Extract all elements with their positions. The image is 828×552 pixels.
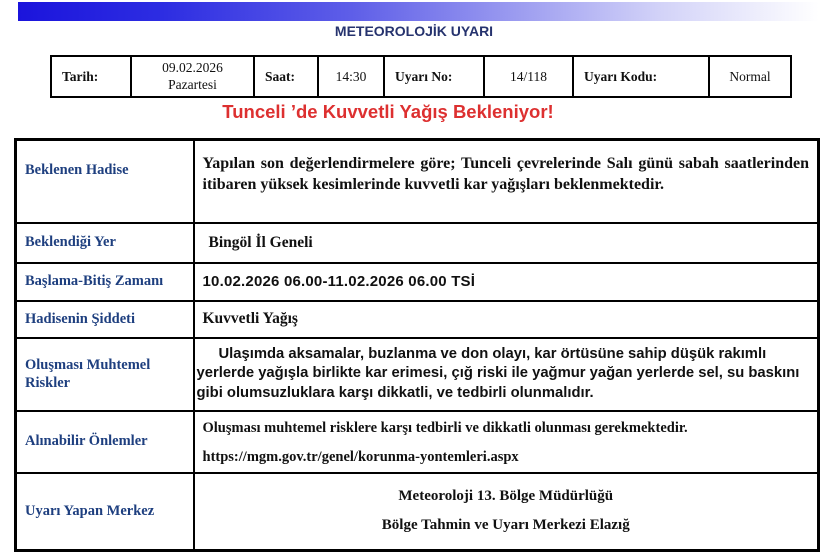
expected-location-value: Bingöl İl Geneli <box>194 223 819 263</box>
table-row-expected-location <box>16 223 819 263</box>
start-end-time-value: 10.02.2026 06.00-11.02.2026 06.00 TSİ <box>194 263 819 301</box>
table-row-precautions <box>16 411 819 473</box>
precautions-label: Alınabilir Önlemler <box>16 411 194 473</box>
info-bar-row <box>51 56 791 97</box>
alert-headline <box>0 101 828 123</box>
date-label: Tarih: <box>51 56 131 97</box>
info-bar-table <box>50 55 792 98</box>
start-end-time-label: Başlama-Bitiş Zamanı <box>16 263 194 301</box>
precautions-text: Oluşması muhtemel risklere karşı tedbirli ve dikkatli olunması gerekmektedir. <box>202 419 688 436</box>
document-title: METEOROLOJİK UYARI <box>334 23 494 39</box>
header-gradient-bar <box>18 2 819 21</box>
date-value <box>131 56 254 97</box>
table-row-start-end-time <box>16 263 819 301</box>
expected-event-value: Yapılan son değerlendirmelere göre; Tunceli çevrelerinde Salı günü sabah saatlerinden itibaren yüksek kesimlerinde kuvvetli kar yağışları beklenmektedir. <box>194 140 819 223</box>
time-value: 14:30 <box>318 56 384 97</box>
table-row-expected-event <box>16 140 819 223</box>
alert-headline-text: Tunceli ’de Kuvvetli Yağış Bekleniyor! <box>222 101 554 122</box>
date-value-line1: 09.02.2026 <box>162 60 223 76</box>
issuing-center-value <box>194 473 819 551</box>
table-row-issuing-center <box>16 473 819 551</box>
time-label: Saat: <box>254 56 318 97</box>
warning-code-label: Uyarı Kodu: <box>573 56 709 97</box>
table-row-event-severity <box>16 301 819 338</box>
date-value-line2: Pazartesi <box>168 76 217 92</box>
issuing-center-line1: Meteoroloji 13. Bölge Müdürlüğü <box>398 488 614 505</box>
table-row-possible-risks <box>16 338 819 411</box>
warning-code-value: Normal <box>709 56 791 97</box>
warning-no-label: Uyarı No: <box>384 56 484 97</box>
warning-details-table <box>14 138 820 552</box>
possible-risks-label: Oluşması Muhtemel Riskler <box>16 338 194 411</box>
precautions-value <box>194 411 819 473</box>
event-severity-value: Kuvvetli Yağış <box>194 301 819 338</box>
warning-no-value: 14/118 <box>484 56 573 97</box>
event-severity-label: Hadisenin Şiddeti <box>16 301 194 338</box>
expected-location-label: Beklendiği Yer <box>16 223 194 263</box>
issuing-center-label: Uyarı Yapan Merkez <box>16 473 194 551</box>
issuing-center-line2: Bölge Tahmin ve Uyarı Merkezi Elazığ <box>381 517 630 534</box>
expected-event-label: Beklenen Hadise <box>16 140 194 223</box>
possible-risks-value: Ulaşımda aksamalar, buzlanma ve don olayı, kar örtüsüne sahip düşük rakımlı yerlerde yağışla birlikte kar erimesi, çığ riski ile yağmur yağan yerlerde sel, su baskını gibi olumsuzluklara karşı dikkatli, ve tedbirli olunmalıdır. <box>194 338 819 411</box>
precautions-url[interactable]: https://mgm.gov.tr/genel/korunma-yontemleri.aspx <box>202 448 519 465</box>
